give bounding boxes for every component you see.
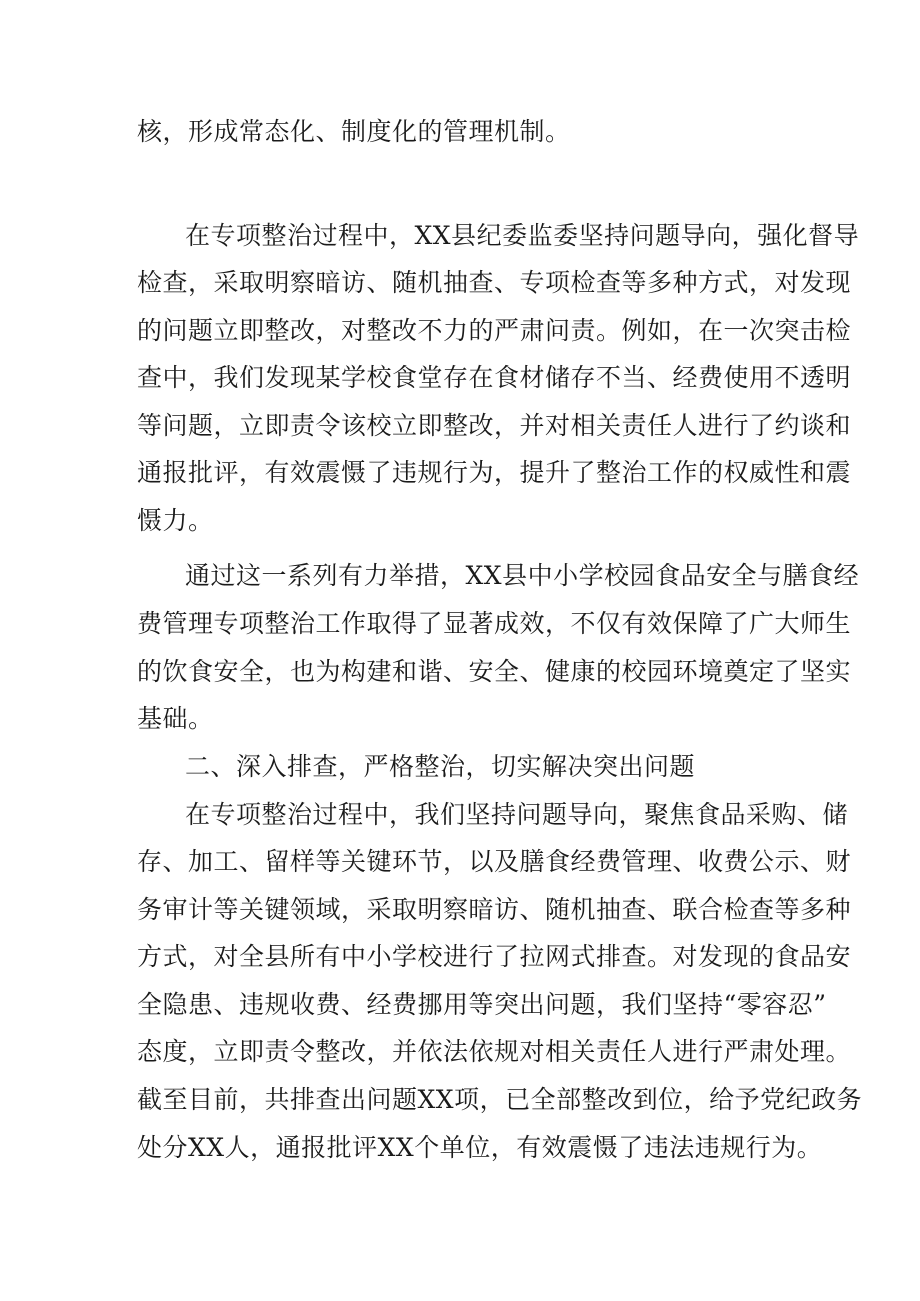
- section-heading: 二、深入排查，严格整治，切实解决突出问题: [185, 752, 696, 781]
- paragraph-5-line-1: 在专项整治过程中，我们坚持问题导向，聚焦食品采购、储: [185, 800, 849, 829]
- paragraph-2-line-3: 的问题立即整改，对整改不力的严肃问责。例如，在一次突击检: [137, 316, 852, 345]
- paragraph-3-line-3: 的饮食安全，也为构建和谐、安全、健康的校园环境奠定了坚实: [137, 657, 852, 686]
- paragraph-2-line-4: 查中，我们发现某学校食堂存在食材储存不当、经费使用不透明: [137, 363, 852, 392]
- paragraph-5-line-6: 态度，立即责令整改，并依法依规对相关责任人进行严肃处理。: [137, 1037, 852, 1066]
- paragraph-1-line-1: 核，形成常态化、制度化的管理机制。: [137, 117, 571, 146]
- paragraph-2-line-5: 等问题，立即责令该校立即整改，并对相关责任人进行了约谈和: [137, 411, 852, 440]
- paragraph-2-line-2: 检查，采取明察暗访、随机抽查、专项检查等多种方式，对发现: [137, 268, 852, 297]
- paragraph-3-line-2: 费管理专项整治工作取得了显著成效，不仅有效保障了广大师生: [137, 609, 852, 638]
- paragraph-5-line-8: 处分XX人，通报批评XX个单位，有效震慑了违法违规行为。: [137, 1133, 823, 1162]
- paragraph-5-line-7: 截至目前，共排查出问题XX项，已全部整改到位，给予党纪政务: [137, 1085, 863, 1114]
- paragraph-5-line-4: 方式，对全县所有中小学校进行了拉网式排查。对发现的食品安: [137, 942, 852, 971]
- paragraph-5-line-5: 全隐患、违规收费、经费挪用等突出问题，我们坚持“零容忍”: [137, 990, 827, 1019]
- paragraph-2-line-6: 通报批评，有效震慑了违规行为，提升了整治工作的权威性和震: [137, 458, 852, 487]
- paragraph-2-line-7: 慑力。: [137, 506, 214, 535]
- paragraph-5-line-2: 存、加工、留样等关键环节，以及膳食经费管理、收费公示、财: [137, 847, 852, 876]
- paragraph-2-line-1: 在专项整治过程中，XX县纪委监委坚持问题导向，强化督导: [185, 221, 860, 250]
- paragraph-3-line-1: 通过这一系列有力举措，XX县中小学校园食品安全与膳食经: [185, 561, 860, 590]
- paragraph-3-line-4: 基础。: [137, 704, 214, 733]
- paragraph-5-line-3: 务审计等关键领域，采取明察暗访、随机抽查、联合检查等多种: [137, 895, 852, 924]
